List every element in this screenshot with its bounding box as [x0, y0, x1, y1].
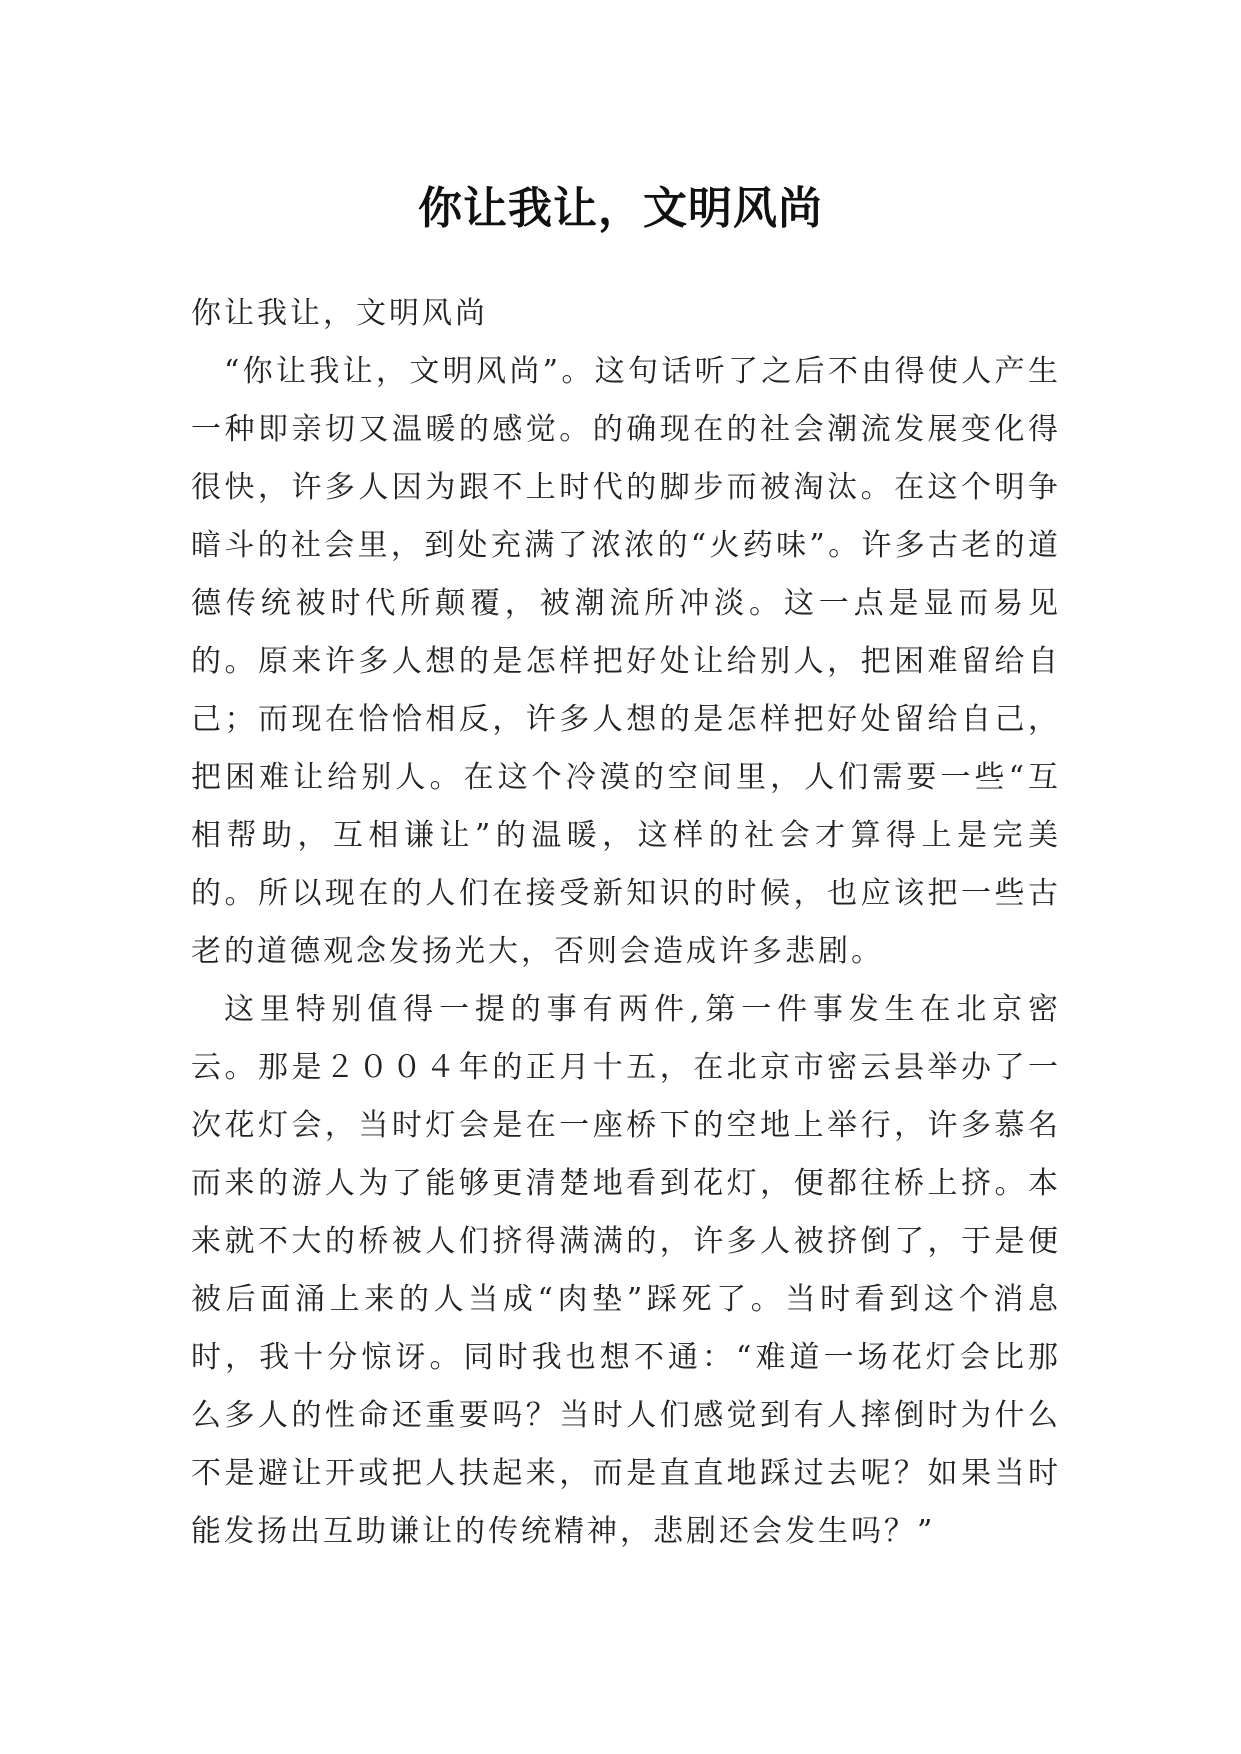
paragraph-1: “你让我让，文明风尚”。这句话听了之后不由得使人产生一种即亲切又温暖的感觉。的确现在的社会潮流发展变化得很快，许多人因为跟不上时代的脚步而被淘汰。在这个明争暗斗的社会里，到处充满了浓浓的“火药味”。许多古老的道德传统被时代所颠覆，被潮流所冲淡。这一点是显而易见的。原来许多人想的是怎样把好处让给别人，把困难留给自己；而现在恰恰相反，许多人想的是怎样把好处留给自己，把困难让给别人。在这个冷漠的空间里，人们需要一些“互相帮助，互相谦让”的温暖，这样的社会才算得上是完美的。所以现在的人们在接受新知识的时候，也应该把一些古老的道德观念发扬光大，否则会造成许多悲剧。 — [191, 354, 1061, 969]
document-subtitle: 你让我让，文明风尚 — [191, 296, 488, 331]
paragraph-2: 这里特别值得一提的事有两件,第一件事发生在北京密云。那是２００４年的正月十五，在北京市密云县举办了一次花灯会，当时灯会是在一座桥下的空地上举行，许多慕名而来的游人为了能够更清楚地看到花灯，便都往桥上挤。本来就不大的桥被人们挤得满满的，许多人被挤倒了，于是便被后面涌上来的人当成“肉垫”踩死了。当时看到这个消息时，我十分惊讶。同时我也想不通：“难道一场花灯会比那么多人的性命还重要吗？当时人们感觉到有人摔倒时为什么不是避让开或把人扶起来，而是直直地踩过去呢？如果当时能发扬出互助谦让的传统精神，悲剧还会发生吗？” — [191, 992, 1061, 1549]
document-body — [191, 285, 1061, 1561]
document-title: 你让我让，文明风尚 — [418, 183, 823, 235]
